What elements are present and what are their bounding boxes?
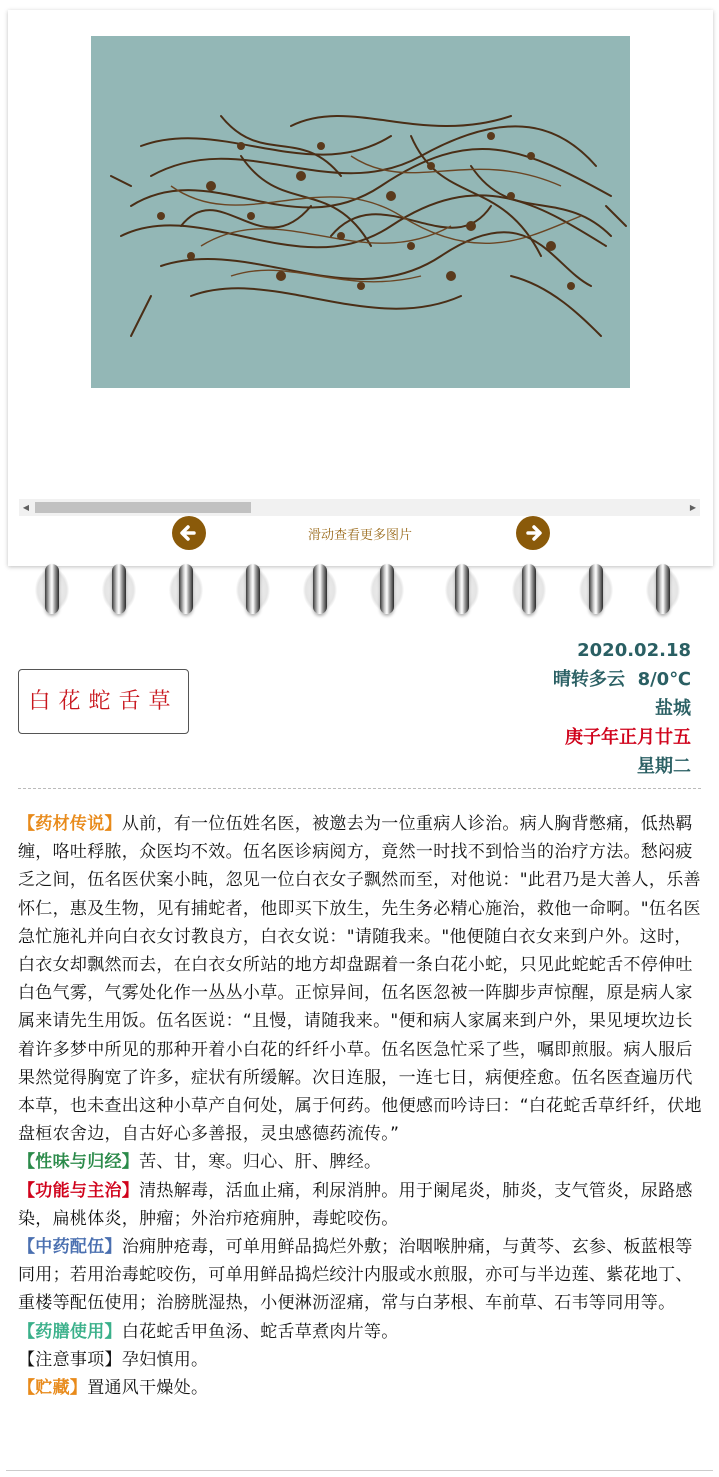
caution-tag: 【注意事项】: [18, 1349, 122, 1370]
storage-section: [18, 1374, 706, 1402]
image-gallery: [8, 10, 713, 566]
legend-tag: 【药材传说】: [18, 814, 122, 834]
prev-image-button[interactable]: [172, 516, 206, 550]
compat-text: 治痈肿疮毒，可单用鲜品捣烂外敷；治咽喉肿痛，与黄芩、玄参、板蓝根等同用；若用治毒蛇咬伤，可单用鲜品捣烂绞汁内服或水煎服，亦可与半边莲、紫花地丁、重楼等配伍使用；治膀胱湿热，小便淋沥涩痛，常与白茅根、车前草、石韦等同用等。: [18, 1237, 693, 1314]
nature-tag: 【性味与归经】: [18, 1152, 140, 1173]
binder-ring-icon: [313, 560, 327, 618]
scroll-right-icon[interactable]: ▶: [689, 503, 697, 512]
storage-tag: 【贮藏】: [18, 1378, 88, 1399]
caution-text: 孕妇慎用。: [121, 1349, 209, 1370]
dashed-divider: [18, 788, 701, 789]
binder-rings: [0, 560, 719, 622]
scroll-left-icon[interactable]: ◀: [22, 503, 30, 512]
compat-tag: 【中药配伍】: [18, 1237, 122, 1258]
date-info: [553, 636, 691, 781]
binder-ring-icon: [522, 560, 536, 618]
caution-section: [18, 1346, 706, 1374]
legend-section: [18, 810, 706, 1148]
horizontal-scrollbar[interactable]: [19, 499, 700, 516]
herb-name-seal: [18, 669, 189, 734]
binder-ring-icon: [589, 560, 603, 618]
weekday: 星期二: [637, 756, 691, 777]
legend-text: 从前，有一位伍姓名医，被邀去为一位重病人诊治。病人胸背憋痛，低热羁缠，咯吐稃脓，众医均不效。伍名医诊病阅方，竟然一时找不到恰当的治疗方法。愁闷疲乏之间，伍名医伏案小盹，忽见一位白衣女子飘然而至，对他说："此君乃是大善人，乐善怀仁，惠及生物，见有捕蛇者，他即买下放生，先生务必精心施治，救他一命啊。"伍名医急忙施礼并向白衣女讨教良方，白衣女说："请随我来。"他便随白衣女来到户外。这时，白衣女却飘然而去，在白衣女所站的地方却盘踞着一条白花小蛇，只见此蛇蛇舌不停伸吐白色气雾，气雾处化作一丛丛小草。正惊异间，伍名医忽被一阵脚步声惊醒，原是病人家属来请先生用饭。伍名医说：“且慢，请随我来。"便和病人家属来到户外，果见埂坎边长着许多梦中所见的那种开着小白花的纤纤小草。伍名医急忙采了些，嘱即煎服。病人服后果然觉得胸宽了许多，症状有所缓解。次日连服，一连七日，病便痊愈。伍名医查遍历代本草，也未查出这种小草产自何处，属于何药。他便感而吟诗曰：“白花蛇舌草纤纤，伏地盘桓农舍边，自古好心多善报，灵虫感德药流传。”: [18, 814, 702, 1145]
storage-text: 置通风干燥处。: [87, 1378, 209, 1399]
next-image-button[interactable]: [516, 516, 550, 550]
binder-ring-icon: [179, 560, 193, 618]
seal-text: 白花蛇舌草: [28, 689, 179, 714]
function-section: [18, 1177, 706, 1233]
nature-section: [18, 1148, 706, 1176]
scroll-thumb[interactable]: [35, 502, 251, 513]
diet-section: [18, 1318, 706, 1346]
arrow-left-icon: [172, 516, 206, 550]
binder-ring-icon: [246, 560, 260, 618]
herb-photo-illustration: [91, 36, 630, 388]
binder-ring-icon: [455, 560, 469, 618]
binder-ring-icon: [656, 560, 670, 618]
diet-text: 白花蛇舌甲鱼汤、蛇舌草煮肉片等。: [121, 1321, 399, 1342]
diet-tag: 【药膳使用】: [18, 1321, 122, 1342]
weather: 晴转多云 8/0℃: [553, 669, 691, 690]
date: 2020.02.18: [577, 640, 691, 661]
binder-ring-icon: [380, 560, 394, 618]
article-body: [18, 810, 706, 1402]
function-text: 清热解毒，活血止痛，利尿消肿。用于阑尾炎，肺炎，支气管炎，尿路感染，扁桃体炎，肿瘤；外治疖疮痈肿，毒蛇咬伤。: [18, 1180, 693, 1229]
binder-ring-icon: [45, 560, 59, 618]
city: 盐城: [655, 698, 691, 719]
binder-ring-icon: [112, 560, 126, 618]
function-tag: 【功能与主治】: [18, 1180, 140, 1201]
arrow-right-icon: [516, 516, 550, 550]
swipe-hint: 滑动查看更多图片: [307, 528, 412, 543]
lunar-date: 庚子年正月廿五: [565, 727, 691, 748]
nature-text: 苦、甘，寒。归心、肝、脾经。: [139, 1152, 382, 1173]
bottom-border: [6, 1470, 713, 1471]
herb-photo[interactable]: [91, 36, 630, 388]
compat-section: [18, 1233, 706, 1318]
